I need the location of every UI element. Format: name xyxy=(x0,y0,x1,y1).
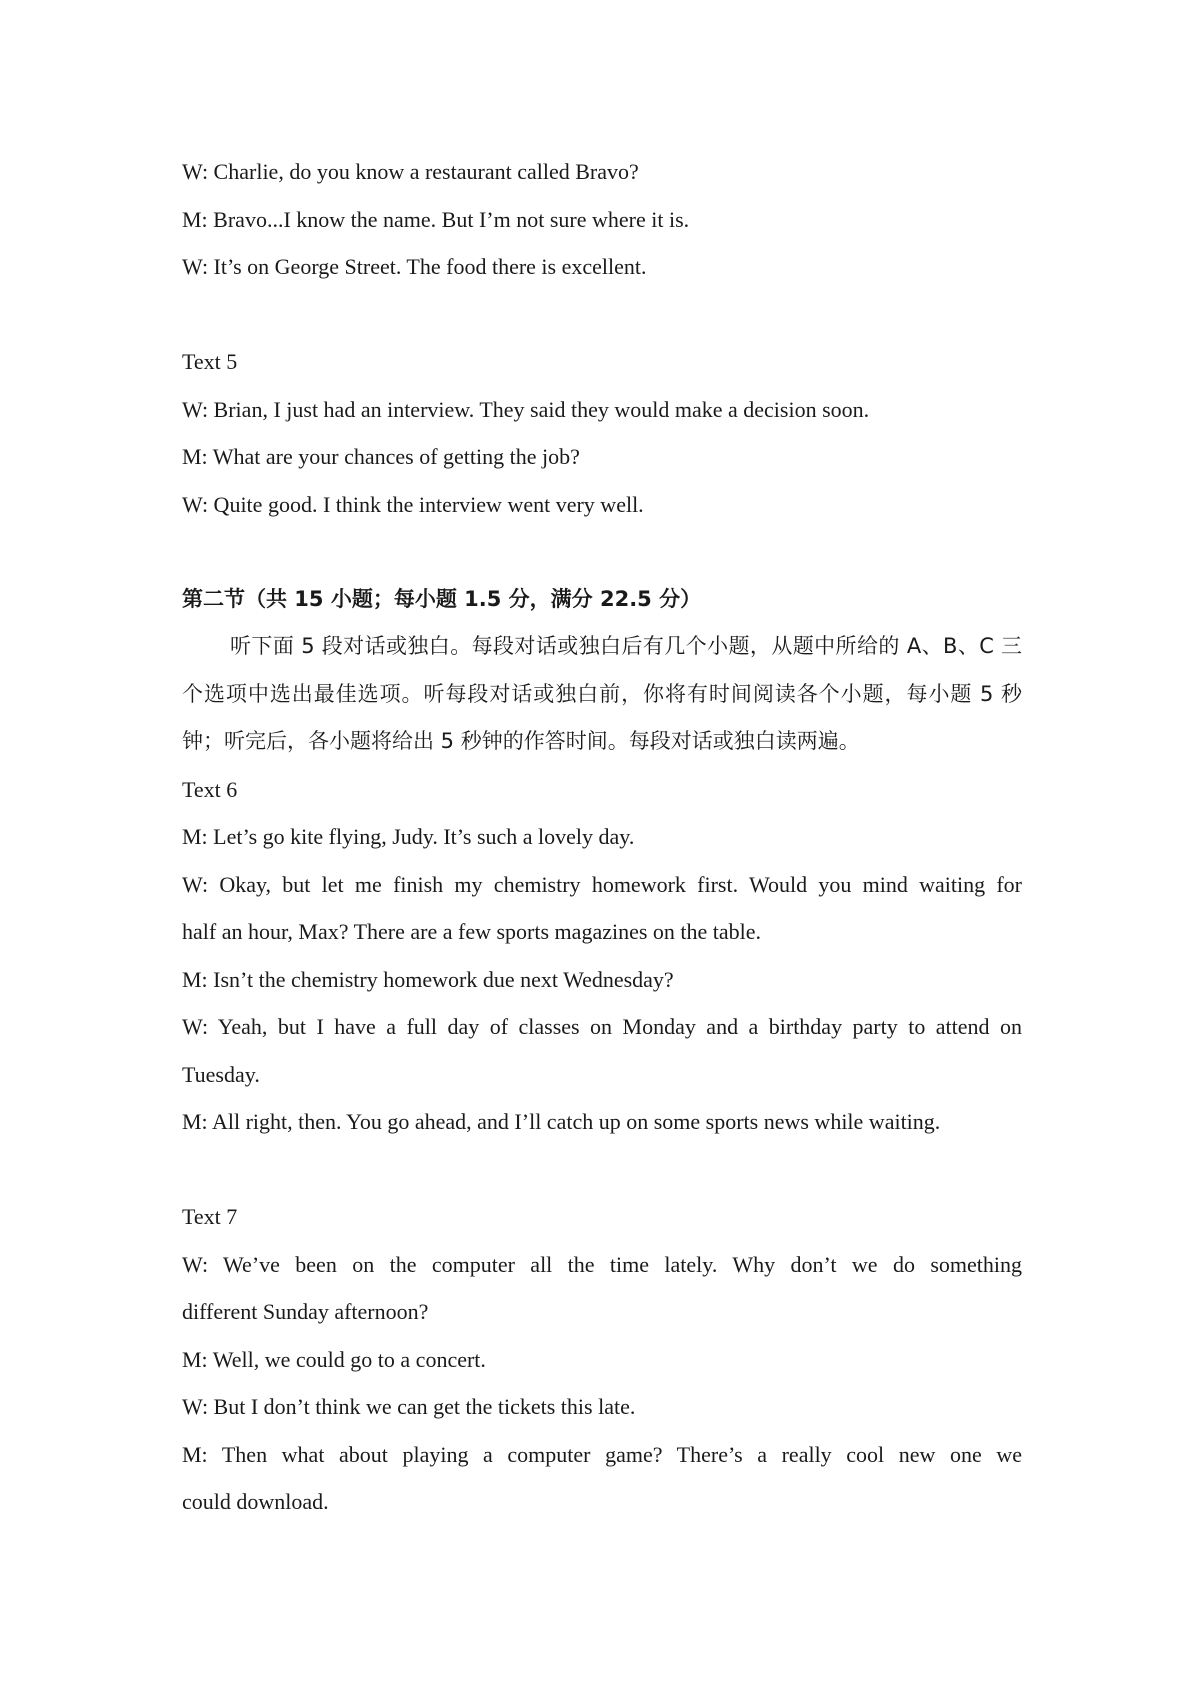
section2-instructions: 听下面 5 段对话或独白。每段对话或独白后有几个小题，从题中所给的 A、B、C 三个选项中选出最佳选项。听每段对话或独白前，你将有时间阅读各个小题，每小题 5 秒钟；听完后，各小题将给出 5 秒钟的作答时间。每段对话或独白读两遍。 xyxy=(182,634,1022,753)
text4-line-2: M: Bravo...I know the name. But I’m not sure where it is. xyxy=(182,206,690,232)
text7-line-1b: different Sunday afternoon? xyxy=(182,1299,429,1324)
spacer xyxy=(182,528,1022,576)
text6-line-5: M: All right, then. You go ahead, and I’ll catch up on some sports news while waiting. xyxy=(182,1109,941,1134)
text6-line-4b: Tuesday. xyxy=(182,1061,260,1087)
spacer xyxy=(182,1146,1022,1194)
text7-line-3: W: But I don’t think we can get the tickets this late. xyxy=(182,1394,636,1419)
text6-title: Text 6 xyxy=(182,776,238,802)
text5-line-1: W: Brian, I just had an interview. They said they would make a decision soon. xyxy=(182,396,870,422)
text7-line-4a: M: Then what about playing a computer game? There’s a really cool new one we xyxy=(182,1441,1022,1467)
text5-line-2: M: What are your chances of getting the job? xyxy=(182,444,580,469)
text4-line-3: W: It’s on George Street. The food there is excellent. xyxy=(182,254,647,279)
text7-line-2: M: Well, we could go to a concert. xyxy=(182,1346,486,1372)
text7-line-1a: W: We’ve been on the computer all the time lately. Why don’t we do something xyxy=(182,1251,1022,1277)
text5-line-3: W: Quite good. I think the interview went very well. xyxy=(182,491,644,517)
section2-heading: 第二节（共 15 小题；每小题 1.5 分，满分 22.5 分） xyxy=(182,586,702,611)
text5-title: Text 5 xyxy=(182,349,238,374)
text7-title: Text 7 xyxy=(182,1204,238,1229)
text6-line-4a: W: Yeah, but I have a full day of classes on Monday and a birthday party to attend on xyxy=(182,1014,1022,1039)
text7-line-4b: could download. xyxy=(182,1489,329,1514)
text4-line-1: W: Charlie, do you know a restaurant called Bravo? xyxy=(182,159,639,184)
text6-line-2a: W: Okay, but let me finish my chemistry homework first. Would you mind waiting for xyxy=(182,871,1022,897)
spacer xyxy=(182,291,1022,339)
text6-line-1: M: Let’s go kite flying, Judy. It’s such a lovely day. xyxy=(182,824,635,849)
text6-line-2b: half an hour, Max? There are a few sports magazines on the table. xyxy=(182,919,762,944)
text6-line-3: M: Isn’t the chemistry homework due next Wednesday? xyxy=(182,966,674,992)
document-page xyxy=(182,148,1022,1526)
